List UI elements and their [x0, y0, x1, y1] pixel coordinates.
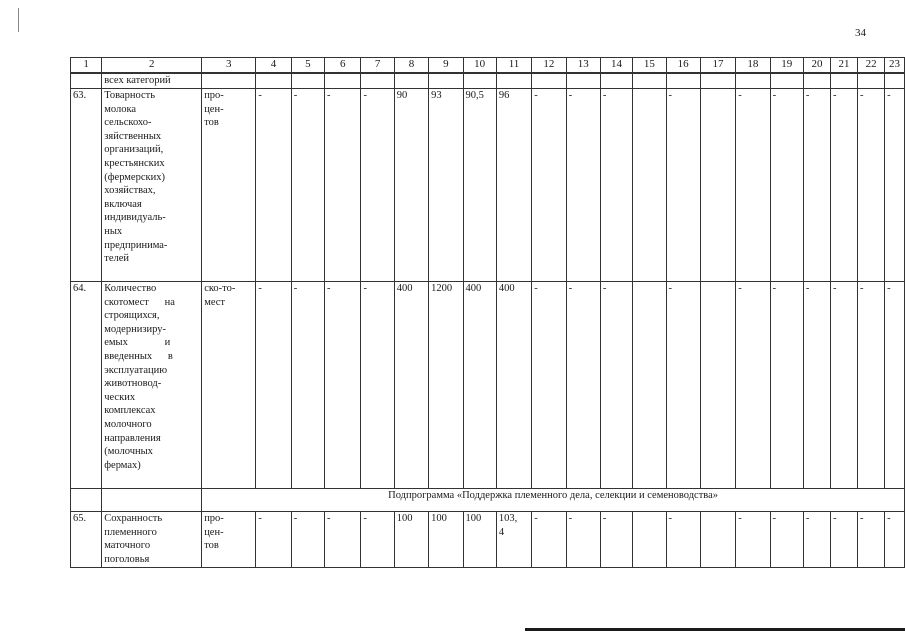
value-text: -	[602, 513, 607, 524]
value-text: -	[887, 513, 891, 524]
unit-of-measure	[202, 512, 256, 568]
value-text: -	[832, 283, 837, 294]
empty-cell	[633, 73, 666, 89]
value-cell	[770, 512, 803, 568]
value-text: -	[327, 283, 331, 294]
value-cell	[429, 282, 463, 489]
empty-cell	[600, 73, 632, 89]
indicator-line: молока	[104, 103, 137, 115]
empty-cell	[803, 73, 830, 89]
indicator-line: комплексах	[104, 405, 156, 417]
value-cell	[463, 282, 496, 489]
value-text: -	[568, 513, 573, 524]
column-header: 15	[633, 58, 666, 74]
value-cell	[394, 282, 428, 489]
unit-line: цен-	[204, 103, 224, 115]
value-cell	[394, 89, 428, 282]
value-cell	[600, 282, 632, 489]
column-header: 14	[600, 58, 632, 74]
indicator-line: Товарность	[104, 90, 156, 101]
value-text: -	[602, 90, 607, 101]
value-text: -	[293, 90, 298, 101]
indicator-line: направления	[104, 432, 161, 444]
value-cell	[291, 89, 324, 282]
value-text: -	[258, 283, 262, 294]
indicator-line: предпринима-	[104, 239, 168, 251]
value-text: -	[534, 90, 538, 101]
row-number: 63.	[71, 89, 102, 282]
value-text: 103,	[498, 513, 518, 524]
empty-cell	[71, 489, 102, 512]
indicator-line: индивидуаль-	[104, 212, 166, 224]
empty-cell	[429, 73, 463, 89]
value-cell	[885, 512, 905, 568]
column-header: 9	[429, 58, 463, 74]
indicator-name	[102, 282, 202, 489]
value-text: -	[805, 90, 810, 101]
indicator-name	[102, 89, 202, 282]
indicator-line: Количество	[104, 283, 157, 294]
value-text: 400	[465, 283, 482, 294]
value-text: -	[668, 513, 672, 524]
value-cell	[858, 282, 885, 489]
indicator-line: эксплуатацию	[104, 364, 168, 376]
value-text: -	[738, 283, 742, 294]
value-cell	[736, 282, 770, 489]
value-text: 90,5	[465, 90, 484, 101]
empty-cell	[394, 73, 428, 89]
indicator-name	[102, 512, 202, 568]
value-cell	[666, 89, 700, 282]
value-text: -	[293, 513, 298, 524]
table-row	[71, 89, 905, 282]
value-text: -	[668, 283, 672, 294]
value-text: -	[832, 90, 837, 101]
value-text-wrap: 4	[498, 526, 505, 538]
value-cell	[770, 282, 803, 489]
empty-cell	[71, 73, 102, 89]
scan-edge-mark	[18, 8, 19, 32]
indicator-line: поголовья	[104, 553, 150, 565]
column-header: 13	[566, 58, 600, 74]
value-cell	[291, 512, 324, 568]
value-text: -	[860, 513, 864, 524]
indicator-line: емых и	[104, 337, 171, 349]
column-header: 10	[463, 58, 496, 74]
value-text: -	[534, 283, 538, 294]
value-text: -	[363, 513, 367, 524]
value-text: -	[534, 513, 538, 524]
column-header: 22	[858, 58, 885, 74]
unit-line: цен-	[204, 526, 224, 538]
value-text: -	[363, 283, 367, 294]
column-header: 8	[394, 58, 428, 74]
table-row	[71, 512, 905, 568]
value-cell	[736, 89, 770, 282]
value-text: -	[293, 283, 298, 294]
row-number: 65.	[71, 512, 102, 568]
indicator-line: маточного	[104, 540, 151, 552]
value-cell	[361, 282, 394, 489]
unit-line: про-	[204, 513, 224, 524]
column-header: 16	[666, 58, 700, 74]
value-cell	[496, 512, 531, 568]
value-cell	[736, 512, 770, 568]
value-cell	[429, 89, 463, 282]
value-text: -	[258, 90, 262, 101]
value-cell	[325, 512, 361, 568]
value-cell	[463, 89, 496, 282]
value-text: -	[772, 90, 777, 101]
empty-cell	[700, 73, 735, 89]
empty-cell	[885, 73, 905, 89]
indicator-line: Сохранность	[104, 513, 163, 524]
value-text: -	[738, 513, 742, 524]
value-text: -	[860, 283, 864, 294]
value-cell	[566, 89, 600, 282]
value-text: 93	[431, 90, 442, 101]
indicator-line: зяйственных	[104, 130, 162, 142]
value-text: -	[363, 90, 367, 101]
value-text: -	[860, 90, 864, 101]
value-text: -	[805, 283, 810, 294]
value-text: 400	[396, 283, 413, 294]
indicator-line: фермах)	[104, 459, 141, 471]
value-cell	[633, 282, 666, 489]
empty-cell	[256, 73, 291, 89]
value-text: -	[805, 513, 810, 524]
unit-line: ско-то-	[204, 283, 236, 294]
value-cell	[858, 512, 885, 568]
unit-of-measure	[202, 282, 256, 489]
value-cell	[361, 89, 394, 282]
bottom-rule	[525, 628, 905, 631]
table-row	[71, 282, 905, 489]
value-cell	[885, 282, 905, 489]
value-text: 96	[498, 90, 510, 101]
value-text: -	[772, 513, 777, 524]
empty-cell	[566, 73, 600, 89]
column-header: 1	[71, 58, 102, 74]
indicator-line: введенных в	[104, 350, 173, 362]
value-cell	[803, 89, 830, 282]
value-cell	[666, 282, 700, 489]
value-cell	[633, 89, 666, 282]
unit-line: тов	[204, 540, 219, 552]
subprogram-row	[71, 489, 905, 512]
column-header: 3	[202, 58, 256, 74]
value-text: -	[772, 283, 777, 294]
indicator-line: включая	[104, 198, 142, 210]
value-text: 100	[465, 513, 482, 524]
subprogram-title: Подпрограмма «Поддержка племенного дела, селекции и семеноводства»	[202, 489, 905, 512]
indicator-line: скотомест на	[104, 296, 175, 308]
column-header: 19	[770, 58, 803, 74]
unit-line: мест	[204, 296, 226, 308]
value-text: -	[887, 90, 891, 101]
value-cell	[496, 89, 531, 282]
value-cell	[394, 512, 428, 568]
value-cell	[532, 89, 566, 282]
empty-cell	[202, 73, 256, 89]
value-text: 1200	[431, 283, 453, 294]
page-number: 34	[855, 27, 866, 39]
empty-cell	[496, 73, 531, 89]
value-cell	[361, 512, 394, 568]
column-header: 18	[736, 58, 770, 74]
value-cell	[830, 89, 857, 282]
value-text: -	[568, 283, 573, 294]
empty-cell	[666, 73, 700, 89]
column-header: 17	[700, 58, 735, 74]
indicator-line: организаций,	[104, 144, 164, 156]
indicator-line: (фермерских)	[104, 171, 165, 183]
column-header: 4	[256, 58, 291, 74]
column-header: 5	[291, 58, 324, 74]
value-cell	[463, 512, 496, 568]
column-header: 21	[830, 58, 857, 74]
indicator-line: крестьянских	[104, 157, 165, 169]
value-text: -	[327, 513, 331, 524]
indicator-line: племенного	[104, 526, 157, 538]
indicator-line: молочного	[104, 418, 152, 430]
unit-line: про-	[204, 90, 224, 101]
indicator-line: модернизиру-	[104, 323, 166, 335]
empty-cell	[325, 73, 361, 89]
value-cell	[700, 282, 735, 489]
empty-cell	[770, 73, 803, 89]
value-cell	[770, 89, 803, 282]
value-text: -	[602, 283, 607, 294]
empty-cell	[858, 73, 885, 89]
empty-cell	[102, 489, 202, 512]
empty-cell	[463, 73, 496, 89]
value-text: -	[832, 513, 837, 524]
unit-of-measure	[202, 89, 256, 282]
continuation-row	[71, 73, 905, 89]
empty-cell	[361, 73, 394, 89]
value-text: -	[327, 90, 331, 101]
row-number: 64.	[71, 282, 102, 489]
empty-cell	[830, 73, 857, 89]
value-cell	[325, 282, 361, 489]
column-header: 6	[325, 58, 361, 74]
value-cell	[600, 89, 632, 282]
value-cell	[566, 512, 600, 568]
value-cell	[429, 512, 463, 568]
empty-cell	[736, 73, 770, 89]
value-text: 100	[431, 513, 447, 524]
value-text: -	[258, 513, 262, 524]
empty-cell	[291, 73, 324, 89]
indicator-line: ных	[104, 225, 123, 237]
header-row	[71, 58, 905, 74]
column-header: 20	[803, 58, 830, 74]
value-text: -	[887, 283, 891, 294]
value-cell	[532, 282, 566, 489]
value-text: 400	[498, 283, 515, 294]
value-cell	[600, 512, 632, 568]
indicator-line: ческих	[104, 391, 136, 403]
column-header: 11	[496, 58, 531, 74]
indicator-line: хозяйствах,	[104, 185, 156, 197]
value-cell	[566, 282, 600, 489]
indicator-line: (молочных	[104, 446, 153, 458]
value-cell	[532, 512, 566, 568]
value-cell	[666, 512, 700, 568]
column-header: 23	[885, 58, 905, 74]
continuation-text: всех категорий	[102, 73, 202, 89]
value-cell	[700, 89, 735, 282]
value-cell	[830, 282, 857, 489]
indicators-table	[70, 57, 905, 568]
value-cell	[496, 282, 531, 489]
indicator-line: животновод-	[104, 378, 162, 390]
value-cell	[885, 89, 905, 282]
value-text: -	[568, 90, 573, 101]
value-cell	[633, 512, 666, 568]
value-cell	[291, 282, 324, 489]
value-cell	[858, 89, 885, 282]
value-cell	[700, 512, 735, 568]
value-cell	[256, 282, 291, 489]
indicator-line: телей	[104, 253, 130, 265]
value-cell	[325, 89, 361, 282]
value-text: 100	[396, 513, 413, 524]
value-cell	[803, 512, 830, 568]
value-cell	[256, 512, 291, 568]
empty-cell	[532, 73, 566, 89]
column-header: 7	[361, 58, 394, 74]
value-text: -	[668, 90, 672, 101]
indicator-line: сельскохо-	[104, 117, 152, 129]
column-header: 12	[532, 58, 566, 74]
value-text: -	[738, 90, 742, 101]
indicator-line: строящихся,	[104, 310, 160, 322]
column-header: 2	[102, 58, 202, 74]
value-cell	[803, 282, 830, 489]
value-text: 90	[396, 90, 408, 101]
value-cell	[256, 89, 291, 282]
value-cell	[830, 512, 857, 568]
unit-line: тов	[204, 117, 219, 129]
